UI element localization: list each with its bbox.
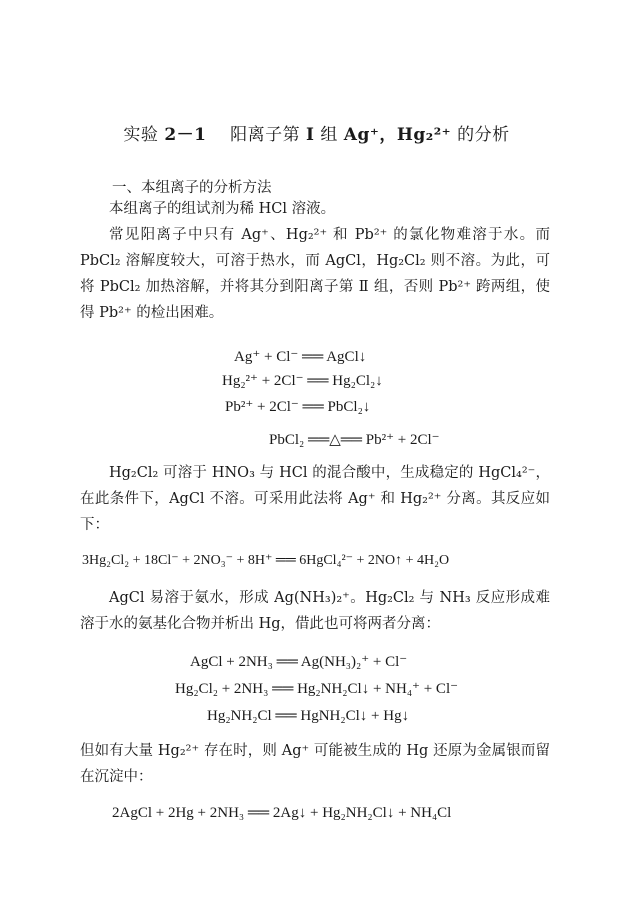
equation-agcl-hg-nh3: 2AgCl + 2Hg + 2NH₃ ══ 2Ag↓ + Hg₂NH₂Cl↓ + NH₄Cl: [112, 805, 452, 821]
title-text2: 组: [320, 125, 338, 145]
equation-hg2cl2-acid: 3Hg₂Cl₂ + 18Cl⁻ + 2NO₃⁻ + 8H⁺ ══ 6HgCl₄²⁻ + 2NO↑ + 4H₂O: [82, 553, 450, 568]
paragraph-reagent: 本组离子的组试剂为稀 HCl 溶液。: [109, 201, 336, 217]
paragraph-intro: 常见阳离子中只有 Ag⁺、Hg₂²⁺ 和 Pb²⁺ 的氯化物难溶于水。而 PbCl₂ 溶解度较大，可溶于热水，而 AgCl，Hg₂Cl₂ 则不溶。为此，可将 PbCl₂ 加热溶解，并将其分到阳离子第 Ⅱ 组，否则 Pb²⁺ 跨两组，使得 Pb²⁺ 的检出困难。: [80, 227, 550, 321]
paragraph-reduction: 但如有大量 Hg₂²⁺ 存在时，则 Ag⁺ 可能被生成的 Hg 还原为金属银而留在沉淀中：: [80, 743, 550, 785]
group-numeral: Ⅰ: [306, 125, 315, 145]
equation-agcl-nh3: AgCl + 2NH₃ ══ Ag(NH₃)₂⁺ + Cl⁻: [190, 654, 408, 670]
title-text: 阳离子第: [230, 125, 301, 145]
paragraph-separation: Hg₂Cl₂ 可溶于 HNO₃ 与 HCl 的混合酸中，生成稳定的 HgCl₄²⁻，在此条件下，AgCl 不溶。可采用此法将 Ag⁺ 和 Hg₂²⁺ 分离。其反应如下：: [80, 465, 550, 533]
equation-ag-cl: Ag⁺ + Cl⁻ ══ AgCl↓: [234, 349, 367, 365]
paragraph-ammonia: AgCl 易溶于氨水，形成 Ag(NH₃)₂⁺。Hg₂Cl₂ 与 NH₃ 反应形成难溶于水的氨基化合物并析出 Hg，借此也可将两者分离：: [80, 590, 550, 632]
equation-pbcl2-dissolve: PbCl₂ ══△══ Pb²⁺ + 2Cl⁻: [269, 432, 440, 448]
page-title: [0, 120, 633, 145]
title-ions: Ag⁺，Hg₂²⁺: [343, 125, 452, 145]
title-suffix: 的分析: [457, 125, 510, 145]
equation-hg2nh2cl: Hg₂NH₂Cl ══ HgNH₂Cl↓ + Hg↓: [207, 708, 410, 724]
equation-pb-cl: Pb²⁺ + 2Cl⁻ ══ PbCl₂↓: [225, 399, 371, 415]
section-heading: 一、本组离子的分析方法: [112, 180, 272, 196]
experiment-number: 2－1: [164, 125, 207, 145]
title-prefix: 实验: [123, 125, 159, 145]
equation-hg2cl2-nh3: Hg₂Cl₂ + 2NH₃ ══ Hg₂NH₂Cl↓ + NH₄⁺ + Cl⁻: [175, 681, 459, 697]
equation-hg2-cl: Hg₂²⁺ + 2Cl⁻ ══ Hg₂Cl₂↓: [222, 373, 383, 389]
